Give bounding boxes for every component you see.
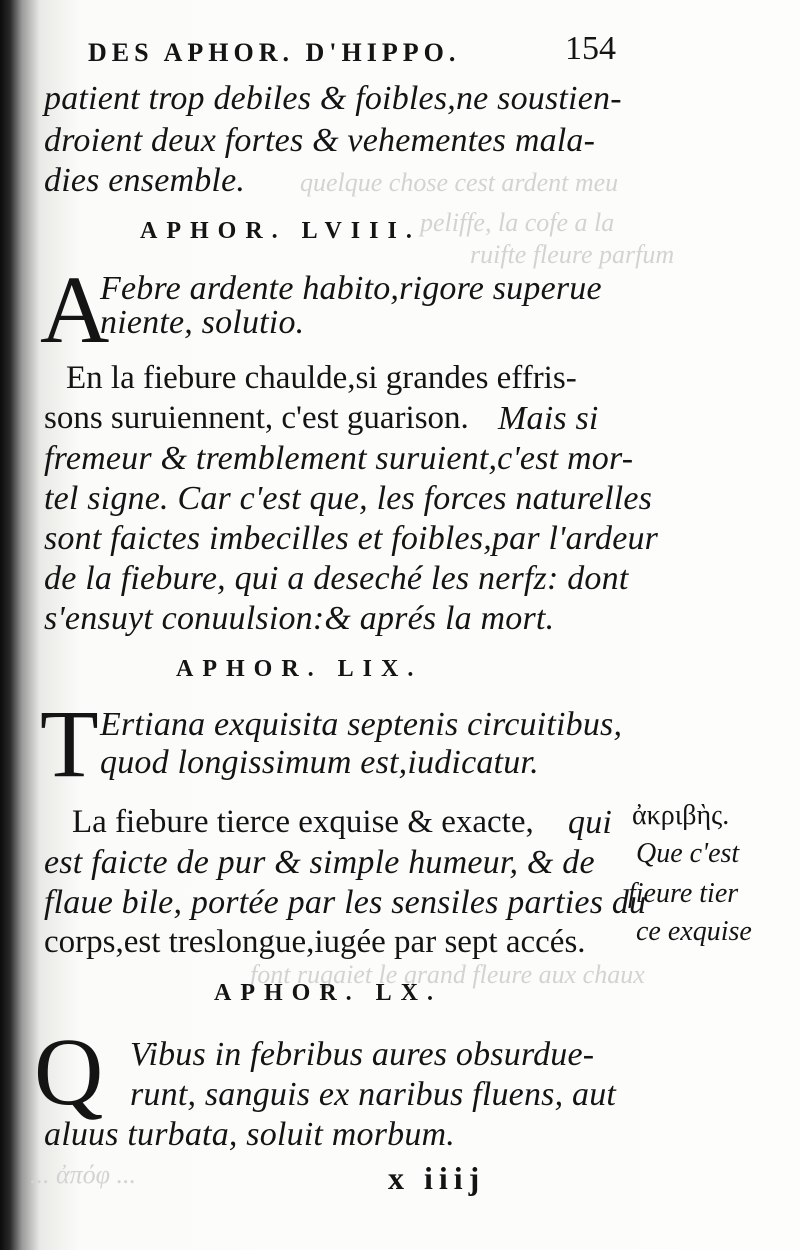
latin-line: Ertiana exquisita septenis circuitibus, <box>100 706 623 743</box>
french-line: corps,est treslongue,iugée par sept accés. <box>44 924 586 960</box>
show-through-text: font rugaiet le grand fleure aux chaux <box>250 960 645 989</box>
french-line: sons suruiennent, c'est guarison. <box>44 400 469 436</box>
latin-line: aluus turbata, soluit morbum. <box>44 1116 456 1153</box>
show-through-text: ... ἀπόφ ... <box>30 1160 137 1189</box>
french-line: La fiebure tierce exquise & exacte, <box>72 804 534 840</box>
text-line: patient trop debiles & foibles,ne soustien- <box>44 80 622 117</box>
french-line: tel signe. Car c'est que, les forces naturelles <box>44 480 653 517</box>
french-line: En la fiebure chaulde,si grandes effris- <box>66 360 577 396</box>
aphorism-heading: APHOR. LX. <box>214 980 442 1006</box>
french-line: de la fiebure, qui a deseché les nerfz: dont <box>44 560 629 597</box>
show-through-text: ruifte fleure parfum <box>470 240 675 269</box>
signature-mark: x iiij <box>388 1160 486 1196</box>
french-line: s'ensuyt conuulsion:& aprés la mort. <box>44 600 555 637</box>
margin-note-line: ἀκριβὴς. <box>632 800 730 831</box>
latin-line: Febre ardente habito,rigore superue <box>100 270 602 307</box>
latin-line: niente, solutio. <box>100 304 305 341</box>
french-line: est faicte de pur & simple humeur, & de <box>44 844 595 881</box>
french-italic-segment: qui <box>568 804 613 841</box>
running-title: DES APHOR. D'HIPPO. <box>88 38 461 67</box>
page-number: 154 <box>565 30 616 67</box>
latin-line: runt, sanguis ex naribus fluens, aut <box>130 1076 617 1113</box>
latin-line: quod longissimum est,iudicatur. <box>100 744 539 781</box>
show-through-text: quelque chose cest ardent meu <box>300 168 619 197</box>
french-line: sont faictes imbecilles et foibles,par l'ardeur <box>44 520 659 557</box>
drop-cap: A <box>40 256 110 363</box>
french-line: flaue bile, portée par les sensiles parties du <box>44 884 647 921</box>
show-through-text: peliffe, la cofe a la <box>420 208 615 237</box>
latin-line: Vibus in febribus aures obsurdue- <box>130 1036 595 1073</box>
margin-note-line: ce exquise <box>636 916 752 947</box>
drop-cap: Q <box>34 1018 104 1125</box>
margin-note-line: Que c'est <box>636 838 740 869</box>
french-line: fremeur & tremblement suruient,c'est mor- <box>44 440 634 477</box>
text-line: droient deux fortes & vehementes mala- <box>44 122 596 159</box>
margin-note-line: fieure tier <box>628 878 739 909</box>
aphorism-heading: APHOR. LVIII. <box>140 218 421 244</box>
drop-cap: T <box>40 690 99 797</box>
aphorism-heading: APHOR. LIX. <box>176 656 423 682</box>
text-line: dies ensemble. <box>44 162 246 199</box>
french-italic-segment: Mais si <box>498 400 599 437</box>
